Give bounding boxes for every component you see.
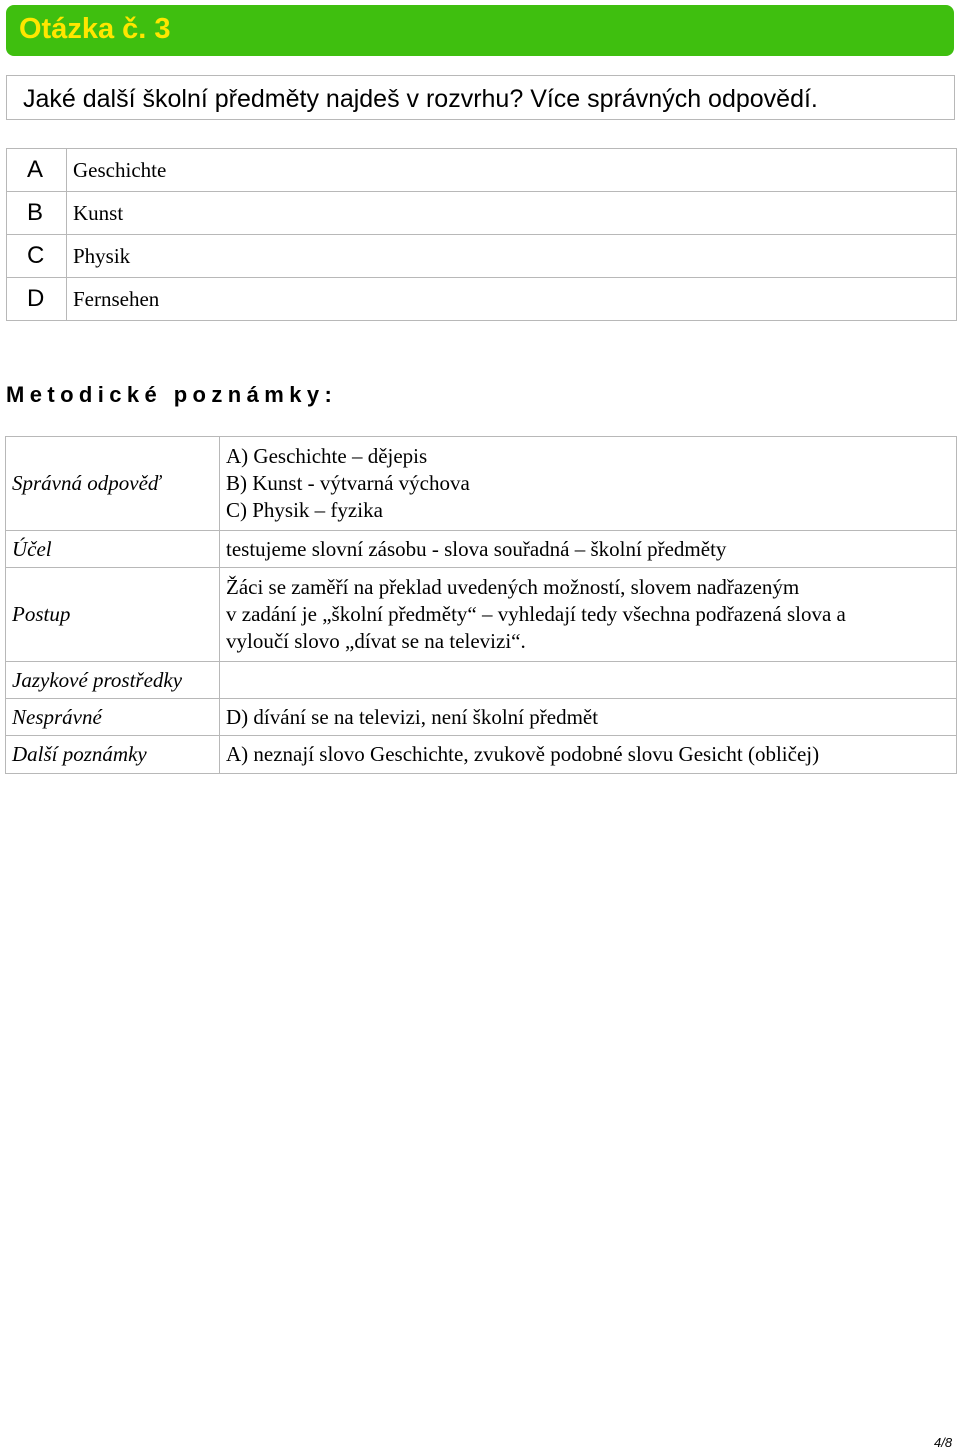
notes-label: Jazykové prostředky <box>6 662 220 699</box>
option-text: Physik <box>67 235 957 278</box>
notes-value <box>220 736 957 774</box>
methodical-notes-table <box>5 436 957 774</box>
option-text: Fernsehen <box>67 278 957 321</box>
notes-label: Nesprávné <box>6 699 220 736</box>
answer-option-b[interactable] <box>7 192 957 235</box>
option-letter: C <box>7 235 67 278</box>
notes-label: Účel <box>6 531 220 568</box>
notes-label: Správná odpověď <box>6 437 220 531</box>
option-text: Geschichte <box>67 149 957 192</box>
notes-value <box>220 568 957 662</box>
notes-line: Žáci se zaměří na překlad uvedených možností, slovem nadřazeným <box>226 575 800 599</box>
option-letter: A <box>7 149 67 192</box>
notes-line: D) dívání se na televizi, není školní předmět <box>226 704 599 729</box>
answer-option-c[interactable] <box>7 235 957 278</box>
methodical-notes-heading: Metodické poznámky: <box>6 382 338 407</box>
notes-row-correct-answer <box>6 437 957 531</box>
question-number-title: Otázka č. 3 <box>19 13 171 45</box>
notes-row-further-notes <box>6 736 957 774</box>
notes-value <box>220 662 957 699</box>
notes-value <box>220 699 957 736</box>
notes-value <box>220 437 957 531</box>
notes-label: Další poznámky <box>6 736 220 774</box>
notes-line: v zadání je „školní předměty“ – vyhledají tedy všechna podřazená slova a <box>226 602 846 626</box>
answer-option-d[interactable] <box>7 278 957 321</box>
notes-row-procedure <box>6 568 957 662</box>
notes-row-language-means <box>6 662 957 699</box>
option-letter: B <box>7 192 67 235</box>
notes-line: C) Physik – fyzika <box>226 498 383 522</box>
question-box <box>6 75 955 120</box>
answer-options-table <box>6 148 957 321</box>
option-letter: D <box>7 278 67 321</box>
page-number: 4/8 <box>934 1435 953 1450</box>
option-text: Kunst <box>67 192 957 235</box>
notes-line: A) Geschichte – dějepis <box>226 444 428 468</box>
notes-row-purpose <box>6 531 957 568</box>
notes-label: Postup <box>6 568 220 662</box>
notes-row-incorrect <box>6 699 957 736</box>
question-text: Jaké další školní předměty najdeš v rozvrhu? Více správných odpovědí. <box>23 85 818 113</box>
notes-line: vyloučí slovo „dívat se na televizi“. <box>226 629 526 653</box>
question-header-bar <box>6 5 954 56</box>
notes-line: B) Kunst - výtvarná výchova <box>226 471 470 495</box>
notes-line: A) neznají slovo Geschichte, zvukově podobné slovu Gesicht (obličej) <box>226 742 820 766</box>
answer-option-a[interactable] <box>7 149 957 192</box>
notes-value <box>220 531 957 568</box>
notes-line: testujeme slovní zásobu - slova souřadná – školní předměty <box>226 536 727 561</box>
